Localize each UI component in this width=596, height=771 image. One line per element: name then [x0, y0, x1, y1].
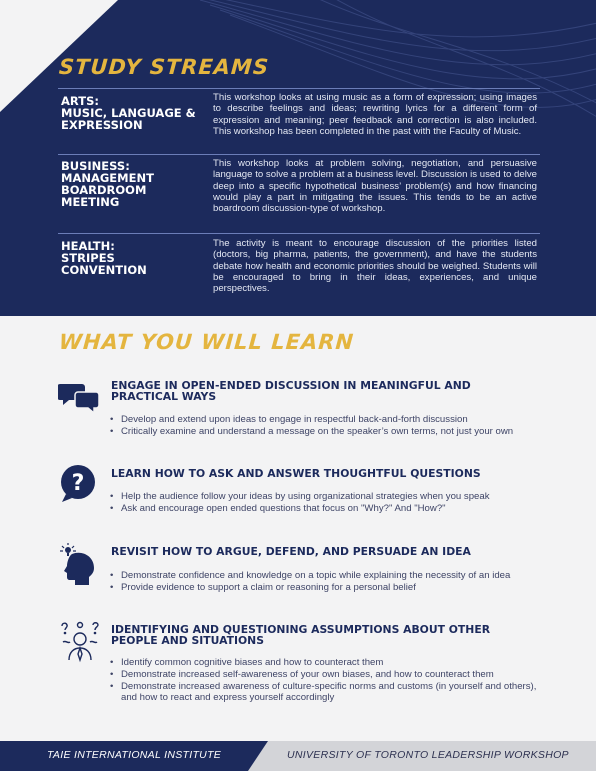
- stream-description: This workshop looks at problem solving, negotiation, and persuasive language to solve a problem at a business level. Discussion is used to delve deep into a specific hypothetical business’ problem(s) and how financing would play a part in mitigating the issues. This tends to be an active boardroom discussion-type of workshop.: [213, 158, 537, 215]
- bullet-list: [109, 657, 537, 704]
- bullet-list: [109, 570, 537, 594]
- list-item: • Demonstrate increased awareness of culture-specific norms and customs (in yourself and others), and how to react and express yourself accordingly: [109, 681, 537, 703]
- section-heading: REVISIT HOW TO ARGUE, DEFEND, AND PERSUADE AN IDEA: [111, 545, 471, 558]
- bullet-list: [109, 414, 537, 438]
- speech-bubbles-icon: [58, 378, 102, 422]
- stream-name: HEALTH: STRIPES CONVENTION: [61, 239, 147, 277]
- bullet-list: [109, 491, 537, 515]
- footer-workshop: UNIVERSITY OF TORONTO LEADERSHIP WORKSHOP: [287, 749, 569, 761]
- section-heading: IDENTIFYING AND QUESTIONING ASSUMPTIONS ABOUT OTHER PEOPLE AND SITUATIONS: [111, 623, 491, 647]
- stream-name: ARTS: MUSIC, LANGUAGE & EXPRESSION: [61, 94, 196, 132]
- list-item: • Help the audience follow your ideas by using organizational strategies when you speak: [109, 491, 537, 502]
- divider: [58, 233, 540, 234]
- divider: [58, 154, 540, 155]
- list-item: • Ask and encourage open ended questions that focus on "Why?" And "How?": [109, 503, 537, 514]
- stream-description: This workshop looks at using music as a form of expression; using images to describe feelings and ideas; rewriting lyrics for a different form of expression and meaning; peer feedback and correction is also included. This workshop has been completed in the past with the Faculty of Music.: [213, 92, 537, 137]
- stream-description: The activity is meant to encourage discussion of the priorities listed (doctors, big pharma, patients, the government), and have the students debate how health and economic priorities should be weighed. Students will be encouraged to bring in their ideas, experiences, and unique perspectives.: [213, 238, 537, 295]
- section-heading: ENGAGE IN OPEN-ENDED DISCUSSION IN MEANINGFUL AND PRACTICAL WAYS: [111, 379, 471, 403]
- thinking-person-icon: [58, 620, 102, 664]
- list-item: • Identify common cognitive biases and how to counteract them: [109, 657, 537, 668]
- study-streams-title: STUDY STREAMS: [58, 55, 270, 79]
- list-item: • Develop and extend upon ideas to engage in respectful back-and-forth discussion: [109, 414, 537, 425]
- stream-name: BUSINESS: MANAGEMENT BOARDROOM MEETING: [61, 159, 154, 209]
- divider: [58, 88, 540, 89]
- learn-title: WHAT YOU WILL LEARN: [58, 330, 355, 354]
- list-item: • Demonstrate increased self-awareness of your own biases, and how to counteract them: [109, 669, 537, 680]
- list-item: • Critically examine and understand a message on the speaker’s own terms, not just your own: [109, 426, 537, 437]
- footer-institute: TAIE INTERNATIONAL INSTITUTE: [47, 749, 222, 761]
- head-lightbulb-icon: [58, 542, 102, 586]
- list-item: • Demonstrate confidence and knowledge on a topic while explaining the necessity of an idea: [109, 570, 537, 581]
- section-heading: LEARN HOW TO ASK AND ANSWER THOUGHTFUL QUESTIONS: [111, 467, 481, 480]
- svg-text:?: ?: [71, 471, 85, 496]
- question-bubble-icon: [58, 462, 102, 506]
- list-item: • Provide evidence to support a claim or reasoning for a personal belief: [109, 582, 537, 593]
